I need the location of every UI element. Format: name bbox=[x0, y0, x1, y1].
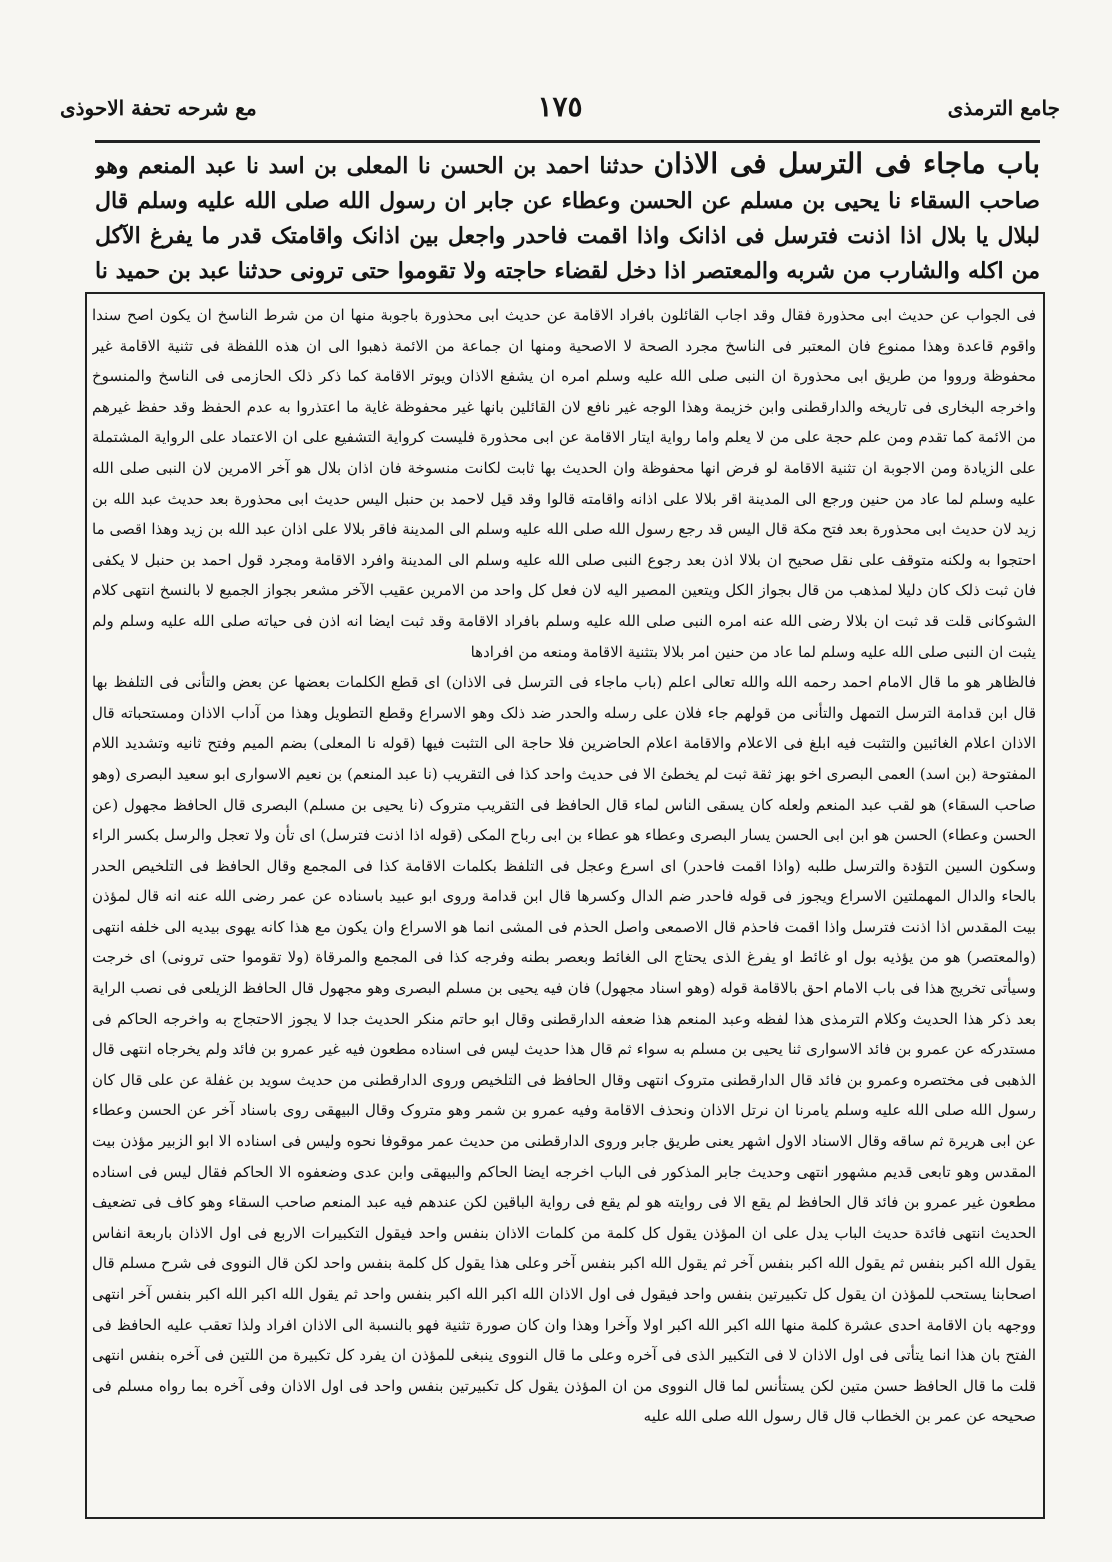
chapter-heading: باب ماجاء فی الترسل فی الاذان bbox=[653, 147, 1040, 180]
commentary-paragraph: فی الجواب عن حدیث ابی محذورة فقال وقد اجاب القائلون بافراد الاقامة عن حدیث ابی محذورة باجوبة منها ان من شرط الناسخ ان یکون اصح سندا واقوم قاعدة وهذا ممنوع فان المعتبر فی الناسخ مجرد الصحة لا الاصحیة ومنها ان جماعة من الائمة ذهبوا الی ان هذه اللفظة فی تثنیة الاقامة غیر محفوظة ورووا من طریق ابی محذورة ان النبی صلی الله علیه وسلم امره ان یشفع الاذان ویوتر الاقامة کما ذکر ذلک الحازمی فی الناسخ والمنسوخ واخرجه البخاری فی تاریخه والدارقطنی وابن خزیمة وهذا الوجه غیر نافع لان القائلین بانها غیر محفوظة غایة ما اعتذروا به عدم الحفظ وقد حفظ غیرهم من الائمة کما تقدم ومن علم حجة علی من لا یعلم واما روایة ایتار الاقامة عن ابی محذورة فلیست کروایة التشفیع علی ان الاعتماد علی الروایة المشتملة علی الزیادة ومن الاجوبة ان تثنیة الاقامة لو فرض انها محفوظة وان الحدیث بها ثابت لکانت منسوخة فان اذان بلال هو آخر الامرین لان النبی صلی الله علیه وسلم لما عاد من حنین ورجع الی المدینة اقر بلالا علی اذانه واقامته قالوا وقد قیل لاحمد بن حنبل الیس حدیث ابی محذورة بعد حدیث عبد الله بن زید لان حدیث ابی محذورة بعد فتح مکة قال الیس قد رجع رسول الله صلی الله علیه وسلم الی المدینة فاقر بلالا علی اذان عبد الله بن زید وهذا اقصی ما احتجوا به ولکنه متوقف علی نقل صحیح ان بلالا اذن بعد رجوع النبی صلی الله علیه وسلم الی المدینة وافرد الاقامة ومجرد قول احمد بن حنبل لا یکفی فان ثبت ذلک کان دلیلا لمذهب من قال بجواز الکل ویتعین المصیر الیه لان فعل کل واحد من الامرین عقیب الآخر مشعر بجواز الجمیع لا بالنسخ انتهی کلام الشوکانی قلت قد ثبت ان بلالا رضی الله عنه امره النبی صلی الله علیه وسلم بافراد الاقامة وقد ثبت ایضا انه اذن فی حیاته صلی الله علیه وسلم ولم یثبت ان النبی صلی الله علیه وسلم لما عاد من حنین امر بلالا بتثنیة الاقامة ومنعه من افرادها bbox=[92, 306, 1036, 661]
commentary-text bbox=[92, 300, 1036, 1512]
commentary-box-bottom bbox=[85, 1517, 1045, 1519]
page-number: ١٧٥ bbox=[537, 90, 583, 123]
header-divider bbox=[95, 140, 1040, 143]
commentary-title: مع شرحه تحفة الاحوذی bbox=[60, 96, 257, 120]
commentary-box-top bbox=[85, 292, 1045, 294]
commentary-box-left bbox=[85, 292, 87, 1517]
page-header bbox=[60, 90, 1060, 132]
commentary-box-right bbox=[1043, 292, 1045, 1517]
main-hadith-text bbox=[95, 146, 1040, 288]
book-title: جامع الترمذی bbox=[947, 96, 1060, 120]
commentary-paragraph: فالظاهر هو ما قال الامام احمد رحمه الله والله تعالی اعلم (باب ماجاء فی الترسل فی الاذان) ای قطع الکلمات بعضها عن بعض والتأنی فی التلفظ بها قال ابن قدامة الترسل التمهل والتأنی من قولهم جاء فلان علی رسله والحدر ضد ذلک وهو الاسراع وقطع التطویل وهذا من آداب الاذان ومستحباته قال الاذان اعلام الغائبین والتثبت فیه ابلغ فی الاعلام والاقامة اعلام الحاضرین فلا حاجة الی التثبت فیها (قوله نا المعلی) بضم المیم وفتح ثانیه وتشدید اللام المفتوحة (بن اسد) العمی البصری اخو بهز ثقة ثبت لم یخطئ الا فی حدیث واحد کذا فی التقریب (نا عبد المنعم) بن نعیم الاسواری ابو سعید البصری (وهو صاحب السقاء) هو لقب عبد المنعم ولعله کان یسقی الناس لماء قال الحافظ فی التقریب متروک (نا یحیی بن مسلم) البصری قال الحافظ مجهول (عن الحسن وعطاء) الحسن هو ابن ابی الحسن یسار البصری وعطاء هو عطاء بن ابی رباح المکی (قوله اذا اذنت فترسل) ای تأن ولا تعجل والرسل بکسر الراء وسکون السین التؤدة والترسل طلبه (واذا اقمت فاحدر) ای اسرع وعجل فی التلفظ بکلمات الاقامة کذا فی المجمع وقال الحافظ فی التلخیص الحدر بالحاء والدال المهملتین الاسراع ویجوز فی قوله فاحدر ضم الدال وکسرها قال ابن قدامة وروی ابو عبید باسناده عن عمر رضی الله عنه انه قال لمؤذن بیت المقدس اذا اذنت فترسل واذا اقمت فاحذم قال الاصمعی واصل الحذم فی المشی انما هو الاسراع وان یکون مع هذا کانه یهوی بیدیه الی خلفه انتهی (والمعتصر) هو من یؤذیه بول او غائط او یفرغ الذی یحتاج الی الغائط وبعصر بطنه وفرجه کذا فی المجمع والمرقاة (ولا تقوموا حتی ترونی) ای خرجت وسیأتی تخریج هذا فی باب الامام احق بالاقامة قوله (وهو اسناد مجهول) فان فیه یحیی بن مسلم البصری وهو مجهول قال الحافظ الزیلعی فی نصب الرایة بعد ذکر هذا الحدیث وکلام الترمذی هذا لفظه وعبد المنعم هذا ضعفه الدارقطنی وقال ابو حاتم منکر الحدیث جدا لا یجوز الاحتجاج به واخرجه الحاکم فی مستدرکه عن عمرو بن فائد الاسواری ثنا یحیی بن مسلم به سواء ثم قال هذا حدیث لیس فی اسناده مطعون فیه غیر عمرو بن فائد ولم یخرجاه انتهی قال الذهبی فی مختصره وعمرو بن فائد قال الدارقطنی متروک انتهی وقال الحافظ فی التلخیص وروی الدارقطنی من حدیث سوید بن غفلة عن علی قال کان رسول الله صلی الله علیه وسلم یامرنا ان نرتل الاذان ونحذف الاقامة وفیه عمرو بن شمر وهو متروک وقال البیهقی روی باسناد آخر عن الحسن وعطاء عن ابی هریرة ثم ساقه وقال الاسناد الاول اشهر یعنی طریق جابر وروی الدارقطنی من حدیث عمر موقوفا نحوه ولیس فی اسناده الا ابو الزبیر مؤذن بیت المقدس وهو تابعی قدیم مشهور انتهی وحدیث جابر المذکور فی الباب اخرجه ایضا الحاکم والبیهقی وابن عدی وضعفوه الا الحاکم فقال لیس فی اسناده مطعون غیر عمرو بن فائد قال الحافظ لم یقع الا فی روایته هو لم یقع فی روایة الباقین لکن عندهم فیه عبد المنعم صاحب السقاء وهو کاف فی تضعیف الحدیث انتهی فائدة حدیث الباب یدل علی ان المؤذن یقول کل کلمة من کلمات الاذان بنفس واحد فیقول التکبیرات الاربع فی اول الاذان باربعة انفاس یقول الله اکبر بنفس ثم یقول الله اکبر بنفس آخر ثم یقول الله اکبر بنفس آخر وعلی هذا یقول کل کلمة بنفس واحد لکن قال النووی فی شرح مسلم قال اصحابنا یستحب للمؤذن ان یقول کل تکبیرتین بنفس واحد فیقول فی اول الاذان الله اکبر الله اکبر بنفس واحد ثم یقول الله اکبر الله اکبر بنفس آخر انتهی ووجهه بان الاقامة احدی عشرة کلمة منها الله اکبر الله اکبر اولا وآخرا وهذا وان کان صورة تثنیة فهو بالنسبة الی الاذان افراد ولذا تعقب علیه الحافظ فی الفتح بان هذا انما یتأتی فی اول الاذان لا فی التکبیر الذی فی آخره وعلی ما قال النووی ینبغی للمؤذن ان یفرد کل تکبیرة من اللتین فی آخره بنفس انتهی قلت ما قال الحافظ حسن متین لکن یستأنس لما قال النووی من ان المؤذن یقول کل تکبیرتین بنفس واحد فی اول الاذان وفی آخره بما رواه مسلم فی صحیحه عن عمر بن الخطاب قال قال رسول الله صلی الله علیه bbox=[92, 673, 1036, 1426]
hadith-body: حدثنا احمد بن الحسن نا المعلی بن اسد نا عبد المنعم وهو صاحب السقاء نا یحیی بن مسلم عن الحسن وعطاء عن جابر ان رسول الله صلی الله علیه وسلم قال لبلال یا بلال اذا اذنت فترسل فی اذانک واذا اقمت فاحدر واجعل بین اذانک واقامتک قدر ما یفرغ الآکل من اکله والشارب من شربه والمعتصر اذا دخل لقضاء حاجته ولا تقوموا حتی ترونی حدثنا عبد بن حمید نا bbox=[95, 153, 1040, 284]
